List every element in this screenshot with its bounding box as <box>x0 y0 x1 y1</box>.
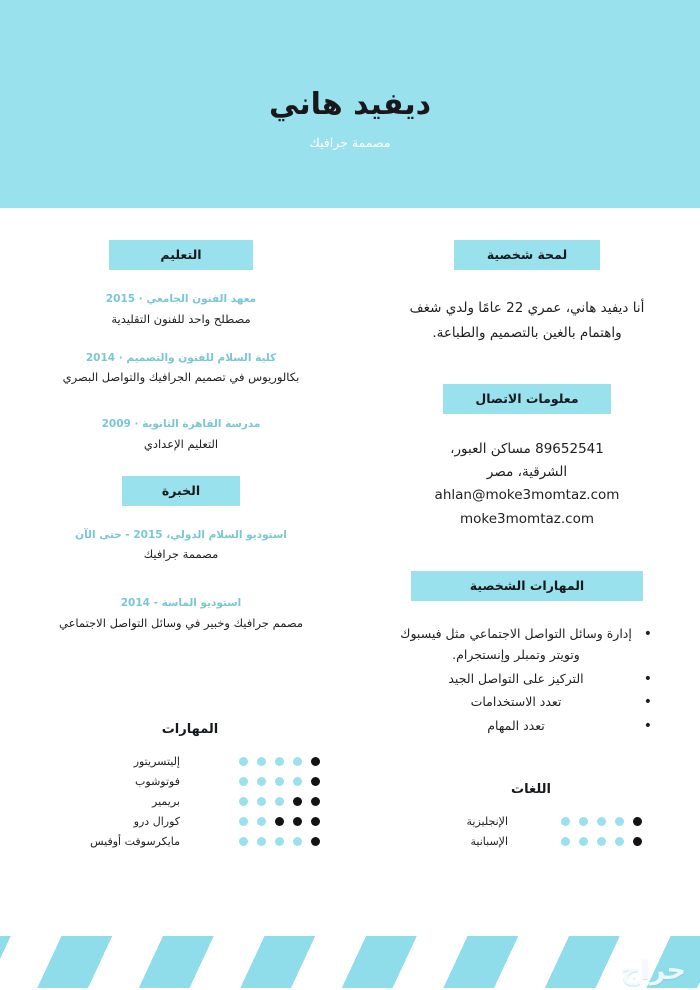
profile-body: أنا ديفيد هاني، عمري 22 عامًا ولدي شغف واهتمام بالغين بالتصميم والطباعة. <box>409 300 645 341</box>
list-item <box>42 417 320 454</box>
rating-dot-filled <box>633 817 642 826</box>
rating-dot-filled <box>311 817 320 826</box>
table-row <box>60 755 320 768</box>
entry-title: استوديو السلام الدولي، 2015 - حتى الآن <box>75 528 287 541</box>
languages-rows <box>420 815 642 848</box>
language-label: الإسبانية <box>470 835 508 848</box>
list-item <box>42 351 320 388</box>
contact-section <box>396 384 658 414</box>
contact-heading: معلومات الاتصال <box>443 384 611 414</box>
contact-line-website[interactable]: moke3momtaz.com <box>460 510 594 527</box>
contact-line-address2: الشرقية، مصر <box>486 464 568 481</box>
rating-dot-empty <box>239 757 248 766</box>
list-item <box>42 528 320 565</box>
contact-line-email[interactable]: ahlan@moke3momtaz.com <box>434 487 620 504</box>
entry-desc: مصممة جرافيك <box>143 547 219 562</box>
languages-section <box>420 782 642 848</box>
rating-dot-empty <box>293 777 302 786</box>
skill-label: مايكرسوفت أوفيس <box>90 835 180 848</box>
footer-stripes <box>0 918 700 990</box>
profile-section <box>396 240 658 270</box>
list-item <box>42 596 320 633</box>
rating-dot-empty <box>239 817 248 826</box>
rating-dot-empty <box>257 837 266 846</box>
education-entries <box>42 292 320 454</box>
watermark-logo: حراج <box>621 955 686 986</box>
rating-dot-filled <box>293 797 302 806</box>
person-name: ديفيد هاني <box>269 86 431 122</box>
language-label: الإنجليزية <box>466 815 508 828</box>
right-column <box>396 240 658 738</box>
list-item: • تعدد المهام <box>396 715 652 737</box>
list-item <box>42 292 320 329</box>
table-row <box>60 795 320 808</box>
contact-line-address1: 89652541 مساكن العبور، <box>450 440 604 457</box>
personal-skills-heading: المهارات الشخصية <box>411 571 643 601</box>
rating-dot-empty <box>275 757 284 766</box>
rating-dots <box>239 817 320 826</box>
rating-dot-filled <box>311 837 320 846</box>
entry-desc: بكالوريوس في تصميم الجرافيك والتواصل البصري <box>62 370 300 385</box>
education-heading: التعليم <box>109 240 253 270</box>
rating-dot-empty <box>239 797 248 806</box>
rating-dot-empty <box>275 777 284 786</box>
rating-dot-empty <box>579 817 588 826</box>
rating-dot-empty <box>597 837 606 846</box>
rating-dot-filled <box>633 837 642 846</box>
rating-dots <box>239 837 320 846</box>
rating-dot-empty <box>293 757 302 766</box>
rating-dot-filled <box>275 817 284 826</box>
diagonal-stripe-pattern <box>0 936 700 988</box>
entry-title: كلية السلام للفنون والتصميم · 2014 <box>85 351 277 364</box>
list-item: • تعدد الاستخدامات <box>396 691 652 713</box>
rating-dot-empty <box>275 837 284 846</box>
education-section <box>42 240 320 270</box>
rating-dots <box>561 817 642 826</box>
rating-dot-filled <box>311 797 320 806</box>
table-row <box>420 835 642 848</box>
rating-dot-empty <box>239 837 248 846</box>
entry-title: استوديو الماسة - 2014 <box>120 597 242 610</box>
profile-heading: لمحة شخصية <box>454 240 600 270</box>
rating-dot-empty <box>561 817 570 826</box>
rating-dot-empty <box>597 817 606 826</box>
skill-label: بريمير <box>152 795 180 808</box>
rating-dots <box>561 837 642 846</box>
rating-dot-empty <box>615 817 624 826</box>
table-row <box>60 815 320 828</box>
rating-dots <box>239 777 320 786</box>
rating-dot-filled <box>293 817 302 826</box>
experience-section <box>42 476 320 506</box>
rating-dot-empty <box>615 837 624 846</box>
rating-dot-empty <box>257 817 266 826</box>
rating-dot-empty <box>579 837 588 846</box>
skills-rated-heading: المهارات <box>161 722 219 737</box>
table-row <box>60 775 320 788</box>
skill-label: فوتوشوب <box>135 775 180 788</box>
skill-label: إليتسريتور <box>133 755 180 768</box>
rating-dot-empty <box>257 757 266 766</box>
person-role: مصممة جرافيك <box>309 134 391 150</box>
entry-title: مدرسة القاهرة الثانوية · 2009 <box>101 418 261 431</box>
skills-rated-rows <box>60 755 320 848</box>
list-item: • إدارة وسائل التواصل الاجتماعي مثل فيسبوك وتويتر وتمبلر وإنستجرام. <box>396 623 652 666</box>
contact-list <box>396 438 658 531</box>
entry-desc: مصطلح واحد للفنون التقليدية <box>111 311 251 326</box>
rating-dot-empty <box>275 797 284 806</box>
header-banner <box>0 0 700 208</box>
rating-dot-empty <box>257 777 266 786</box>
personal-skills-section <box>396 571 658 601</box>
rating-dot-filled <box>311 757 320 766</box>
rating-dot-empty <box>561 837 570 846</box>
experience-entries <box>42 528 320 633</box>
personal-skills-list <box>396 623 658 737</box>
table-row <box>420 815 642 828</box>
rating-dot-empty <box>293 837 302 846</box>
rating-dots <box>239 757 320 766</box>
entry-desc: التعليم الإعدادي <box>143 436 219 451</box>
experience-heading: الخبرة <box>122 476 240 506</box>
languages-heading: اللغات <box>511 782 551 797</box>
list-item: • التركيز على التواصل الجيد <box>396 668 652 690</box>
table-row <box>60 835 320 848</box>
skills-rated-section <box>60 722 320 848</box>
entry-title: معهد الفنون الجامعي · 2015 <box>105 293 257 305</box>
left-column <box>42 240 320 655</box>
rating-dot-empty <box>239 777 248 786</box>
rating-dot-filled <box>311 777 320 786</box>
rating-dot-empty <box>257 797 266 806</box>
rating-dots <box>239 797 320 806</box>
skill-label: كورال درو <box>133 815 180 828</box>
entry-desc: مصمم جرافيك وخبير في وسائل التواصل الاجتماعي <box>58 616 304 630</box>
